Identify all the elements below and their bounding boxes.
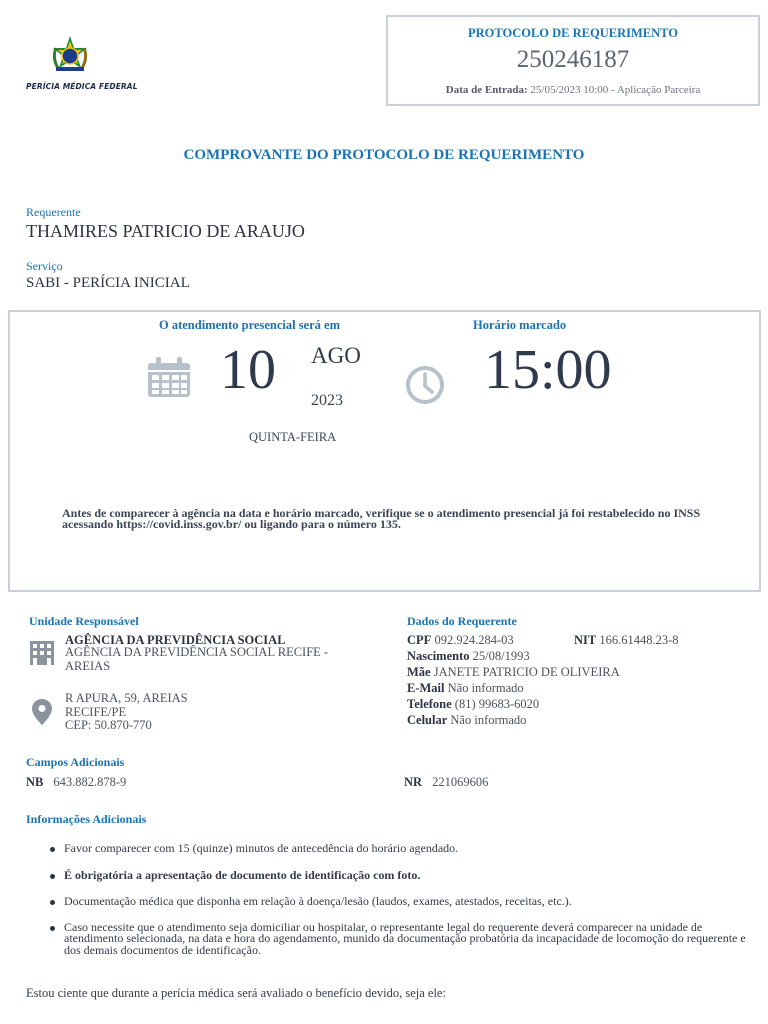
mae-value: JANETE PATRICIO DE OLIVEIRA — [433, 665, 620, 679]
unidade-name: AGÊNCIA DA PREVIDÊNCIA SOCIAL — [65, 633, 286, 647]
protocol-number: 250246187 — [516, 46, 630, 73]
nb-value: 643.882.878-9 — [53, 775, 127, 789]
list-item: Favor comparecer com 15 (quinze) minutos de antecedência do horário agendado. — [48, 843, 748, 855]
entry-date-label: Data de Entrada: — [445, 84, 528, 96]
logo-text: PERÍCIA MÉDICA FEDERAL — [26, 82, 138, 91]
dados-label: Dados do Requerente — [407, 614, 517, 628]
nit-label: NIT — [574, 633, 597, 647]
entry-date — [388, 84, 758, 96]
location-pin-icon — [32, 699, 52, 725]
nb-field — [26, 775, 126, 790]
nr-label: NR — [404, 775, 423, 789]
calendar-icon — [148, 357, 190, 397]
unidade-subname: AGÊNCIA DA PREVIDÊNCIA SOCIAL RECIFE - AREIAS — [65, 645, 329, 673]
entry-date-value: 25/05/2023 10:00 - Aplicação Parceira — [530, 84, 701, 96]
nb-label: NB — [26, 775, 44, 789]
nit-field — [574, 633, 679, 648]
servico-value: SABI - PERÍCIA INICIAL — [26, 275, 190, 291]
telefone-label: Telefone — [407, 697, 452, 711]
appointment-month: AGO — [311, 343, 361, 368]
nascimento-field — [407, 649, 530, 664]
appointment-notice: Antes de comparecer à agência na data e horário marcado, verifique se o atendimento presencial já foi restabelecido no INSS acessando https://covid.inss.gov.br/ ou ligando para o número 135. — [62, 506, 701, 531]
cpf-label: CPF — [407, 633, 432, 647]
requerente-label: Requerente — [26, 205, 81, 219]
telefone-field — [407, 697, 539, 712]
appointment-weekday: QUINTA-FEIRA — [249, 430, 337, 444]
clock-icon — [404, 364, 446, 406]
appointment-date-label: O atendimento presencial será em — [159, 318, 340, 332]
nit-value: 166.61448.23-8 — [599, 633, 679, 647]
appointment-day: 10 — [220, 339, 276, 401]
footer-text: Estou ciente que durante a perícia médica será avaliado o benefício devido, seja ele: — [26, 986, 446, 1000]
mae-label: Mãe — [407, 665, 431, 679]
address-line-2: RECIFE/PE — [65, 704, 127, 719]
building-icon — [30, 641, 54, 665]
list-item: É obrigatória a apresentação de documento de identificação com foto. — [48, 870, 748, 882]
email-label: E-Mail — [407, 681, 445, 695]
email-value: Não informado — [447, 681, 524, 695]
list-item: Caso necessite que o atendimento seja domiciliar ou hospitalar, o representante legal do requerente deverá comparecer na unidade de atendimento selecionada, na data e hora do agendamento, munido da documentação probatória da incapacidade de locomoção do requerente e dos demais documentos de identificação. — [48, 922, 748, 957]
unidade-label: Unidade Responsável — [29, 614, 139, 628]
servico-label: Serviço — [26, 259, 63, 273]
cpf-value: 092.924.284-03 — [434, 633, 514, 647]
protocol-box — [386, 15, 760, 106]
appointment-year: 2023 — [311, 392, 343, 409]
mae-field — [407, 665, 620, 680]
nr-value: 221069606 — [432, 775, 489, 789]
address-line-1: R APURA, 59, AREIAS — [65, 691, 188, 705]
list-item: Documentação médica que disponha em relação à doença/lesão (laudos, exames, atestados, receitas, etc.). — [48, 896, 748, 908]
nascimento-label: Nascimento — [407, 649, 470, 663]
appointment-time: 15:00 — [484, 339, 612, 401]
celular-value: Não informado — [450, 713, 527, 727]
nr-field — [404, 775, 488, 790]
appointment-time-label: Horário marcado — [473, 318, 567, 332]
telefone-value: (81) 99683-6020 — [454, 697, 540, 711]
address-line-3: CEP: 50.870-770 — [65, 718, 152, 732]
celular-field — [407, 713, 526, 728]
informacoes-label: Informações Adicionais — [26, 812, 147, 826]
cpf-field — [407, 633, 514, 648]
email-field — [407, 681, 524, 696]
informacoes-list — [48, 843, 748, 956]
nascimento-value: 25/08/1993 — [472, 649, 530, 663]
protocol-title: PROTOCOLO DE REQUERIMENTO — [468, 26, 678, 40]
document-title: COMPROVANTE DO PROTOCOLO DE REQUERIMENTO — [183, 147, 585, 163]
appointment-box — [8, 310, 761, 592]
celular-label: Celular — [407, 713, 448, 727]
campos-label: Campos Adicionais — [26, 755, 125, 769]
requerente-name: THAMIRES PATRICIO DE ARAUJO — [26, 221, 305, 241]
unidade-address — [65, 692, 188, 733]
